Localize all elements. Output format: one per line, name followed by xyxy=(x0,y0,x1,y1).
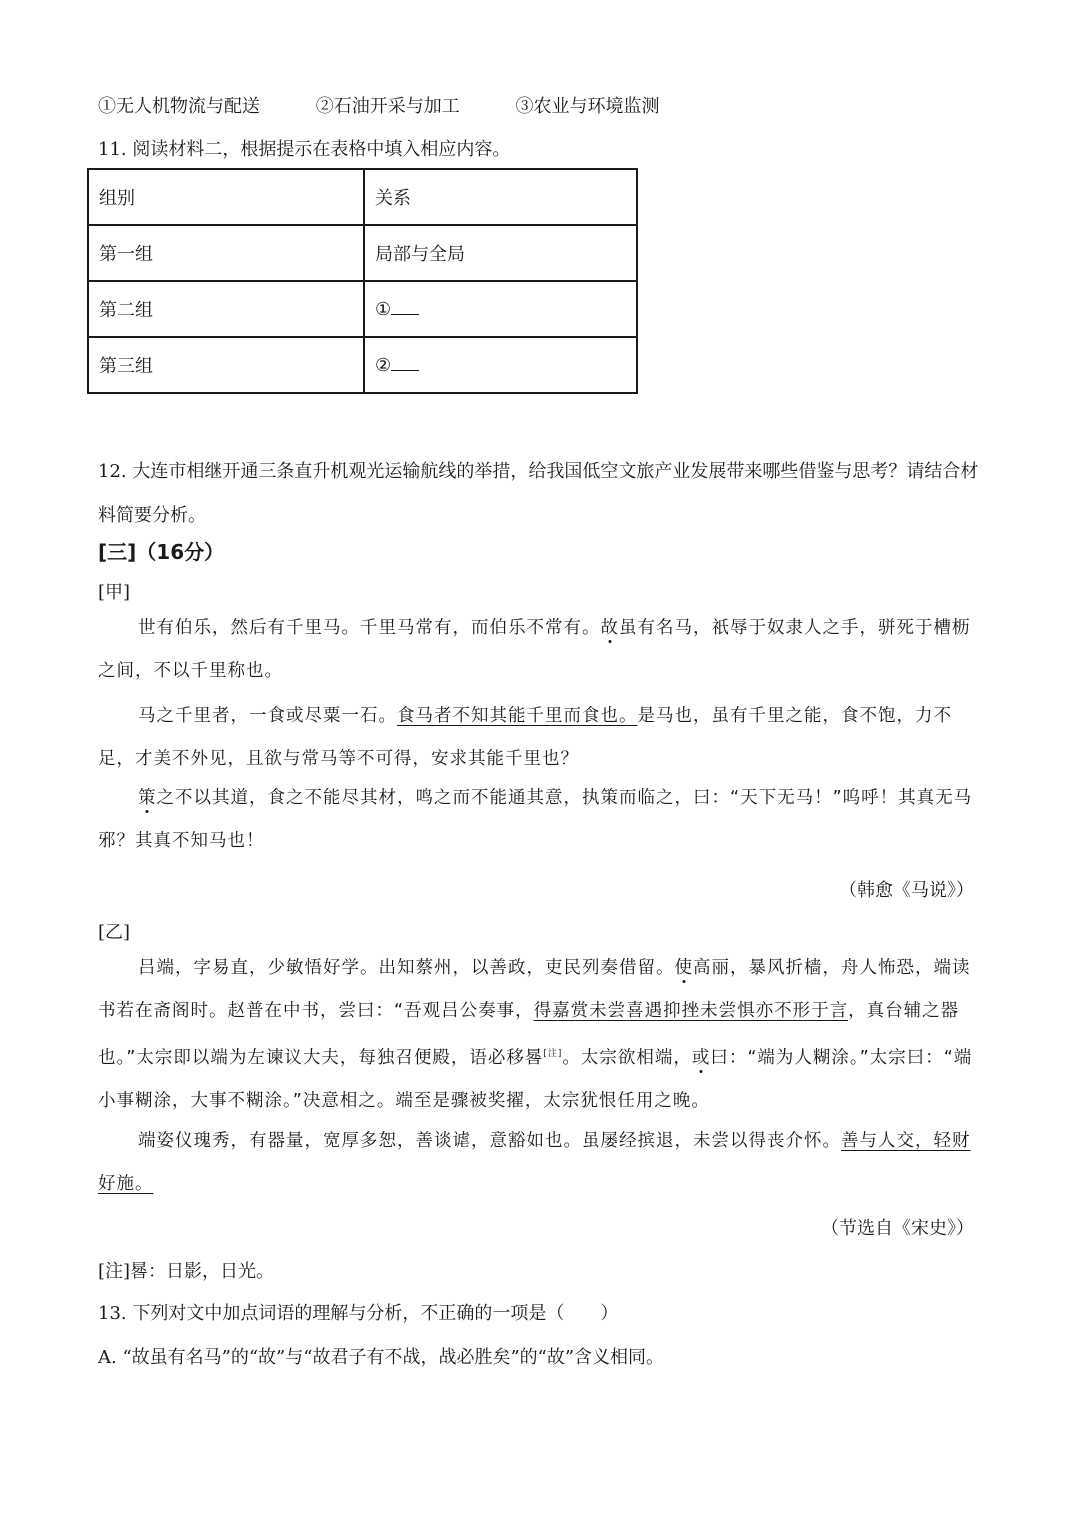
section-heading: [三]（16分） xyxy=(98,540,225,564)
answer-table xyxy=(87,168,638,394)
table-row xyxy=(88,225,637,281)
dotted-word: 或 xyxy=(691,1047,711,1068)
dotted-word: 使 xyxy=(674,958,693,978)
option-2: ②石油开采与加工 xyxy=(315,96,460,117)
table-header-group: 组别 xyxy=(88,169,364,225)
table-cell: 局部与全局 xyxy=(364,225,637,281)
jia-paragraph-3: 策之不以其道，食之不能尽其材，鸣之而不能通其意，执策而临之，曰：“天下无马！”呜呼！其真无马邪？其真不知马也！ xyxy=(98,788,973,851)
question-13: 13. 下列对文中加点词语的理解与分析，不正确的一项是（ ） xyxy=(98,1303,619,1324)
option-3: ③农业与环境监测 xyxy=(515,96,660,117)
passage-jia-label: [甲] xyxy=(98,582,131,603)
table-header-row xyxy=(88,169,637,225)
blank-marker: ① xyxy=(375,299,392,320)
option-1: ①无人机物流与配送 xyxy=(98,96,260,117)
table-header-relation: 关系 xyxy=(364,169,637,225)
dotted-word: 故 xyxy=(600,618,619,638)
jia-paragraph-2: 马之千里者，一食或尽粟一石。食马者不知其能千里而食也。是马也，虽有千里之能，食不饱，力不足，才美不外见，且欲与常马等不可得，安求其能千里也？ xyxy=(98,706,952,769)
options-line xyxy=(98,92,709,118)
question-12: 12. 大连市相继开通三条直升机观光运输航线的举措，给我国低空文旅产业发展带来哪些借鉴与思考？请结合材料简要分析。 xyxy=(98,461,979,526)
yi-paragraph-1: 吕端，字易直，少敏悟好学。出知蔡州，以善政，吏民列奏借留。使高丽，暴风折樯，舟人怖恐，端读书若在斋阁时。赵普在中书，尝曰：“吾观吕公奏事，得嘉赏未尝喜遇抑挫未尝惧亦不形于言，真台辅之器也。”太宗即以端为左谏议大夫，每独召便殿，语必移晷[注]。太宗欲相端，或曰：“端为人糊涂。”太宗曰：“端小事糊涂，大事不糊涂。”决意相之。端至是骤被奖擢，太宗犹恨任用之晚。 xyxy=(98,958,973,1111)
question-13-option-a[interactable]: A. “故虽有名马”的“故”与“故君子有不战，战必胜矣”的“故”含义相同。 xyxy=(98,1347,665,1368)
dotted-word: 策 xyxy=(138,788,157,808)
answer-blank xyxy=(391,298,419,315)
jia-source: （韩愈《马说》） xyxy=(839,880,974,901)
blank-marker: ② xyxy=(375,355,392,376)
table-row xyxy=(88,281,637,337)
yi-paragraph-2: 端姿仪瑰秀，有器量，宽厚多恕，善谈谑，意豁如也。虽屡经摈退，未尝以得丧介怀。善与人交，轻财好施。 xyxy=(98,1131,971,1194)
footnote: [注]晷：日影，日光。 xyxy=(98,1261,275,1282)
footnote-marker: [注] xyxy=(543,1049,563,1059)
jia-paragraph-1: 世有伯乐，然后有千里马。千里马常有，而伯乐不常有。故虽有名马，祇辱于奴隶人之手，骈死于槽枥之间，不以千里称也。 xyxy=(98,618,971,681)
table-row xyxy=(88,337,637,393)
underlined-sentence: 得嘉赏未尝喜遇抑挫未尝惧亦不形于言 xyxy=(533,1001,849,1021)
question-11: 11. 阅读材料二，根据提示在表格中填入相应内容。 xyxy=(98,139,511,160)
table-cell-blank-2[interactable] xyxy=(364,337,637,393)
table-cell-blank-1[interactable] xyxy=(364,281,637,337)
underlined-sentence: 食马者不知其能千里而食也。 xyxy=(397,706,638,726)
table-cell: 第三组 xyxy=(88,337,364,393)
yi-source: （节选自《宋史》） xyxy=(821,1218,974,1239)
table-cell: 第二组 xyxy=(88,281,364,337)
underlined-sentence: 善与人交，轻财好施。 xyxy=(98,1131,971,1194)
passage-yi-label: [乙] xyxy=(98,922,131,943)
answer-blank xyxy=(391,354,419,371)
table-cell: 第一组 xyxy=(88,225,364,281)
